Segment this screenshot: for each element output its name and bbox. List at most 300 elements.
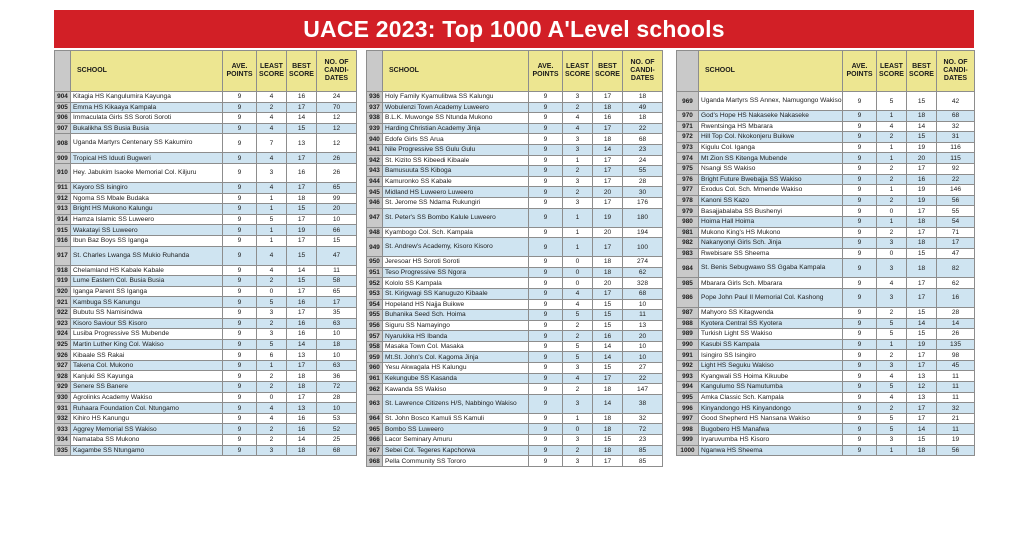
best-score: 15 <box>907 329 937 340</box>
least-score: 2 <box>257 371 287 382</box>
best-score: 18 <box>907 259 937 278</box>
rank: 971 <box>677 121 699 132</box>
table-row <box>367 424 663 435</box>
table-row <box>55 371 357 382</box>
rank: 992 <box>677 360 699 371</box>
candidates: 92 <box>937 163 975 174</box>
ave-points: 9 <box>223 134 257 153</box>
least-score: 4 <box>877 278 907 289</box>
rank: 916 <box>55 235 71 246</box>
rank-header <box>55 51 71 92</box>
ave-points: 9 <box>223 403 257 414</box>
rank: 956 <box>367 320 383 331</box>
candidates: 135 <box>937 339 975 350</box>
ave-points: 9 <box>843 339 877 350</box>
rank: 932 <box>55 413 71 424</box>
rank: 954 <box>367 299 383 310</box>
candidates-header: NO. OF CANDI- DATES <box>937 51 975 92</box>
school-name: Kitagia HS Kangulumira Kayunga <box>71 92 223 103</box>
table-header-row <box>367 51 663 92</box>
ave-points: 9 <box>529 238 563 257</box>
rank: 983 <box>677 248 699 259</box>
best-score: 18 <box>907 445 937 456</box>
table-row <box>55 182 357 193</box>
rank: 990 <box>677 339 699 350</box>
least-score: 2 <box>563 102 593 113</box>
rank: 944 <box>367 176 383 187</box>
table-header-row <box>677 51 975 92</box>
school-name: Kasubi SS Kampala <box>699 339 843 350</box>
least-score: 4 <box>563 123 593 134</box>
school-name: Pope John Paul II Memorial Col. Kashong <box>699 288 843 307</box>
candidates: 36 <box>317 371 357 382</box>
rank: 999 <box>677 435 699 446</box>
ave-points: 9 <box>529 384 563 395</box>
ave-points: 9 <box>223 307 257 318</box>
best-score-header: BEST SCORE <box>593 51 623 92</box>
candidates: 11 <box>937 371 975 382</box>
best-score: 15 <box>907 132 937 143</box>
least-score: 3 <box>563 435 593 446</box>
candidates: 18 <box>623 113 663 124</box>
school-name: Mt.St. John's Col. Kagoma Jinja <box>383 352 529 363</box>
ave-points: 9 <box>843 371 877 382</box>
ave-points: 9 <box>529 288 563 299</box>
best-score: 17 <box>287 235 317 246</box>
rank: 933 <box>55 424 71 435</box>
rank: 952 <box>367 278 383 289</box>
rank: 935 <box>55 445 71 456</box>
school-header: SCHOOL <box>71 51 223 92</box>
candidates: 274 <box>623 257 663 268</box>
ave-points: 9 <box>529 267 563 278</box>
ave-points: 9 <box>529 363 563 374</box>
best-score: 18 <box>287 445 317 456</box>
rank: 980 <box>677 216 699 227</box>
ave-points: 9 <box>529 227 563 238</box>
least-score: 4 <box>563 113 593 124</box>
rank: 942 <box>367 155 383 166</box>
ave-points: 9 <box>223 123 257 134</box>
best-score: 17 <box>593 92 623 103</box>
best-score: 15 <box>907 248 937 259</box>
ave-points: 9 <box>843 413 877 424</box>
ave-points: 9 <box>223 193 257 204</box>
table-row <box>55 297 357 308</box>
ave-points: 9 <box>223 382 257 393</box>
least-score: 4 <box>877 121 907 132</box>
school-name: Kekungube SS Kasanda <box>383 373 529 384</box>
rank: 910 <box>55 163 71 182</box>
least-score: 0 <box>563 278 593 289</box>
rank: 977 <box>677 185 699 196</box>
school-name: Bombo SS Luweero <box>383 424 529 435</box>
school-name: Kyangwali SS Hoima Kikuube <box>699 371 843 382</box>
best-score: 20 <box>593 278 623 289</box>
least-score: 2 <box>563 166 593 177</box>
best-score: 17 <box>907 288 937 307</box>
candidates: 72 <box>623 424 663 435</box>
best-score: 18 <box>593 424 623 435</box>
best-score: 13 <box>907 371 937 382</box>
rank: 997 <box>677 413 699 424</box>
least-score: 7 <box>257 134 287 153</box>
table-row <box>367 123 663 134</box>
rank: 979 <box>677 206 699 217</box>
table-row <box>677 195 975 206</box>
least-score: 2 <box>563 445 593 456</box>
ave-points-header: AVE. POINTS <box>843 51 877 92</box>
candidates: 45 <box>937 360 975 371</box>
best-score: 15 <box>287 276 317 287</box>
rank: 972 <box>677 132 699 143</box>
candidates: 116 <box>937 142 975 153</box>
ave-points: 9 <box>529 278 563 289</box>
least-score: 1 <box>563 208 593 227</box>
best-score: 17 <box>593 373 623 384</box>
candidates: 176 <box>623 197 663 208</box>
least-score: 1 <box>257 193 287 204</box>
ave-points: 9 <box>843 403 877 414</box>
rank: 913 <box>55 204 71 215</box>
rank: 976 <box>677 174 699 185</box>
candidates: 10 <box>623 299 663 310</box>
best-score: 16 <box>287 163 317 182</box>
school-name: Mt Zion SS Kitenga Mubende <box>699 153 843 164</box>
school-name: B.L.K. Muwonge SS Ntunda Mukono <box>383 113 529 124</box>
best-score: 13 <box>907 392 937 403</box>
table-row <box>367 187 663 198</box>
best-score: 16 <box>287 413 317 424</box>
table-row <box>367 456 663 467</box>
ave-points: 9 <box>529 113 563 124</box>
rank: 915 <box>55 225 71 236</box>
candidates: 100 <box>623 238 663 257</box>
candidates: 13 <box>623 320 663 331</box>
least-score: 0 <box>257 286 287 297</box>
rankings-table-right <box>676 50 975 456</box>
least-score: 4 <box>257 153 287 164</box>
ave-points: 9 <box>529 102 563 113</box>
candidates: 10 <box>317 350 357 361</box>
school-header: SCHOOL <box>383 51 529 92</box>
ave-points: 9 <box>223 246 257 265</box>
school-name: Chelamland HS Kabale Kabale <box>71 265 223 276</box>
table-row <box>55 276 357 287</box>
best-score: 18 <box>907 216 937 227</box>
best-score: 17 <box>907 403 937 414</box>
candidates: 10 <box>317 329 357 340</box>
table-row <box>367 320 663 331</box>
table-row <box>677 435 975 446</box>
school-name: Pella Community SS Tororo <box>383 456 529 467</box>
least-score: 3 <box>257 445 287 456</box>
school-name: Wobulenzi Town Academy Luweero <box>383 102 529 113</box>
rank: 968 <box>367 456 383 467</box>
least-score: 5 <box>257 297 287 308</box>
best-score: 16 <box>287 92 317 103</box>
least-score: 5 <box>563 310 593 321</box>
ave-points: 9 <box>223 435 257 446</box>
ave-points: 9 <box>843 288 877 307</box>
rank: 975 <box>677 163 699 174</box>
rank: 961 <box>367 373 383 384</box>
rank: 950 <box>367 257 383 268</box>
ave-points: 9 <box>529 320 563 331</box>
rank: 987 <box>677 307 699 318</box>
table-row <box>677 392 975 403</box>
candidates-header: NO. OF CANDI- DATES <box>317 51 357 92</box>
rank: 962 <box>367 384 383 395</box>
rank: 965 <box>367 424 383 435</box>
least-score: 4 <box>257 113 287 124</box>
school-name: Sebei Col. Tegeres Kapchorwa <box>383 445 529 456</box>
least-score: 3 <box>257 329 287 340</box>
school-name: Hoima Hall Hoima <box>699 216 843 227</box>
best-score: 17 <box>593 288 623 299</box>
candidates: 35 <box>317 307 357 318</box>
candidates: 24 <box>623 155 663 166</box>
best-score: 15 <box>907 307 937 318</box>
ave-points: 9 <box>223 297 257 308</box>
table-row <box>55 134 357 153</box>
least-score: 3 <box>563 176 593 187</box>
ave-points: 9 <box>529 331 563 342</box>
least-score: 1 <box>877 216 907 227</box>
best-score: 14 <box>593 341 623 352</box>
school-name: Exodus Col. Sch. Mmende Wakiso <box>699 185 843 196</box>
rank: 988 <box>677 318 699 329</box>
candidates: 70 <box>317 102 357 113</box>
school-name: Isingiro SS Isingiro <box>699 350 843 361</box>
rank: 921 <box>55 297 71 308</box>
best-score: 17 <box>593 238 623 257</box>
school-name: Hamza Islamic SS Luweero <box>71 214 223 225</box>
ave-points: 9 <box>223 424 257 435</box>
table-row <box>367 144 663 155</box>
table-row <box>55 445 357 456</box>
ave-points: 9 <box>843 360 877 371</box>
candidates: 98 <box>937 350 975 361</box>
table-row <box>55 350 357 361</box>
rank: 996 <box>677 403 699 414</box>
candidates: 68 <box>623 288 663 299</box>
school-name: Mukono King's HS Mukono <box>699 227 843 238</box>
candidates: 58 <box>317 276 357 287</box>
ave-points: 9 <box>843 174 877 185</box>
candidates: 65 <box>317 286 357 297</box>
least-score: 4 <box>257 92 287 103</box>
least-score: 1 <box>877 185 907 196</box>
school-name: Aggrey Memorial SS Wakiso <box>71 424 223 435</box>
candidates: 21 <box>937 413 975 424</box>
candidates: 14 <box>937 318 975 329</box>
least-score: 0 <box>563 257 593 268</box>
rank: 973 <box>677 142 699 153</box>
least-score: 5 <box>877 329 907 340</box>
rank: 985 <box>677 278 699 289</box>
ave-points: 9 <box>529 341 563 352</box>
least-score: 1 <box>563 413 593 424</box>
table-row <box>677 445 975 456</box>
school-name: Senere SS Banere <box>71 382 223 393</box>
candidates: 65 <box>317 182 357 193</box>
least-score: 2 <box>877 163 907 174</box>
table-row <box>367 445 663 456</box>
best-score: 15 <box>287 204 317 215</box>
best-score: 17 <box>287 286 317 297</box>
best-score: 17 <box>593 123 623 134</box>
table-row <box>55 204 357 215</box>
least-score: 2 <box>563 384 593 395</box>
school-name: Mahyoro SS Kitagwenda <box>699 307 843 318</box>
candidates: 28 <box>317 392 357 403</box>
candidates: 47 <box>937 248 975 259</box>
rank: 907 <box>55 123 71 134</box>
candidates: 49 <box>623 102 663 113</box>
ave-points: 9 <box>223 318 257 329</box>
candidates: 17 <box>937 238 975 249</box>
rank-header <box>367 51 383 92</box>
candidates: 17 <box>317 297 357 308</box>
candidates: 22 <box>937 174 975 185</box>
candidates: 10 <box>317 214 357 225</box>
school-name: Namataba SS Mukono <box>71 435 223 446</box>
least-score: 5 <box>563 341 593 352</box>
ave-points: 9 <box>529 123 563 134</box>
least-score: 5 <box>877 424 907 435</box>
least-score: 4 <box>877 392 907 403</box>
school-name: Lusiba Progressive SS Mubende <box>71 329 223 340</box>
least-score: 1 <box>563 227 593 238</box>
least-score: 3 <box>563 134 593 145</box>
table-row <box>367 227 663 238</box>
ave-points-header: AVE. POINTS <box>529 51 563 92</box>
best-score-header: BEST SCORE <box>907 51 937 92</box>
best-score: 18 <box>593 413 623 424</box>
school-name: Kyambogo Col. Sch. Kampala <box>383 227 529 238</box>
ave-points: 9 <box>843 142 877 153</box>
ave-points: 9 <box>529 176 563 187</box>
ave-points: 9 <box>843 392 877 403</box>
candidates: 42 <box>937 92 975 111</box>
school-name: Yesu Akwagala HS Kalungu <box>383 363 529 374</box>
ave-points: 9 <box>529 144 563 155</box>
table-row <box>677 163 975 174</box>
table-row <box>55 123 357 134</box>
ave-points: 9 <box>529 413 563 424</box>
candidates: 53 <box>317 413 357 424</box>
candidates: 55 <box>937 206 975 217</box>
ave-points: 9 <box>843 195 877 206</box>
candidates: 10 <box>317 403 357 414</box>
school-name: Hey. Jabukim Isaoke Memorial Col. Kiljuru <box>71 163 223 182</box>
table-row <box>367 208 663 227</box>
school-name: Bright Future Bwebajja SS Wakiso <box>699 174 843 185</box>
ave-points: 9 <box>843 350 877 361</box>
school-name: St. Lawrence Citizens H/S, Nabbingo Wakiso <box>383 394 529 413</box>
rank: 998 <box>677 424 699 435</box>
best-score: 14 <box>593 394 623 413</box>
best-score: 16 <box>287 297 317 308</box>
best-score: 18 <box>593 134 623 145</box>
best-score: 15 <box>593 299 623 310</box>
ave-points: 9 <box>223 350 257 361</box>
best-score: 15 <box>593 310 623 321</box>
rank: 929 <box>55 382 71 393</box>
best-score: 18 <box>907 238 937 249</box>
candidates: 32 <box>937 403 975 414</box>
school-name: Ngoma SS Mbale Budaka <box>71 193 223 204</box>
best-score: 20 <box>593 227 623 238</box>
ave-points: 9 <box>843 206 877 217</box>
candidates: 26 <box>317 163 357 182</box>
table-row <box>367 413 663 424</box>
table-row <box>677 413 975 424</box>
ave-points: 9 <box>843 259 877 278</box>
school-name: St. John Bosco Kamuli SS Kamuli <box>383 413 529 424</box>
school-name: Nsangi SS Wakiso <box>699 163 843 174</box>
school-name: Mbarara Girls Sch. Mbarara <box>699 278 843 289</box>
best-score: 17 <box>907 206 937 217</box>
best-score: 17 <box>593 456 623 467</box>
rank: 946 <box>367 197 383 208</box>
rank: 939 <box>367 123 383 134</box>
least-score: 3 <box>877 435 907 446</box>
least-score: 2 <box>877 350 907 361</box>
school-name: Iryaruvumba HS Kisoro <box>699 435 843 446</box>
ave-points: 9 <box>843 132 877 143</box>
least-score: 4 <box>877 371 907 382</box>
rank: 984 <box>677 259 699 278</box>
candidates: 147 <box>623 384 663 395</box>
school-name: Tropical HS Iduuti Bugweri <box>71 153 223 164</box>
ave-points: 9 <box>843 424 877 435</box>
table-row <box>55 163 357 182</box>
rankings-table-left <box>54 50 357 456</box>
school-name: St. Kirigwagi SS Kanuguzo Kibaale <box>383 288 529 299</box>
table-row <box>367 394 663 413</box>
table-row <box>367 310 663 321</box>
least-score: 3 <box>257 307 287 318</box>
table-row <box>367 102 663 113</box>
table-row <box>677 288 975 307</box>
ave-points: 9 <box>223 371 257 382</box>
school-name: Midland HS Luweero Luweero <box>383 187 529 198</box>
best-score: 18 <box>907 111 937 122</box>
school-name: Nganwa HS Sheema <box>699 445 843 456</box>
table-row <box>55 153 357 164</box>
table-row <box>677 92 975 111</box>
table-row <box>55 214 357 225</box>
school-name: St. Kizito SS Kibeedi Kibaale <box>383 155 529 166</box>
table-row <box>367 299 663 310</box>
school-name: Bamusuuta SS Kiboga <box>383 166 529 177</box>
candidates: 11 <box>937 382 975 393</box>
least-score: 3 <box>877 259 907 278</box>
school-name: Nakanyonyi Girls Sch. Jinja <box>699 238 843 249</box>
school-name: Uganda Martyrs SS Annex, Namugongo Wakiso <box>699 92 843 111</box>
school-name: Amka Classic Sch. Kampala <box>699 392 843 403</box>
table-row <box>677 206 975 217</box>
table-row <box>55 424 357 435</box>
candidates: 20 <box>317 204 357 215</box>
table-row <box>55 435 357 446</box>
candidates: 22 <box>623 373 663 384</box>
best-score-header: BEST SCORE <box>287 51 317 92</box>
rank: 991 <box>677 350 699 361</box>
best-score: 16 <box>287 424 317 435</box>
